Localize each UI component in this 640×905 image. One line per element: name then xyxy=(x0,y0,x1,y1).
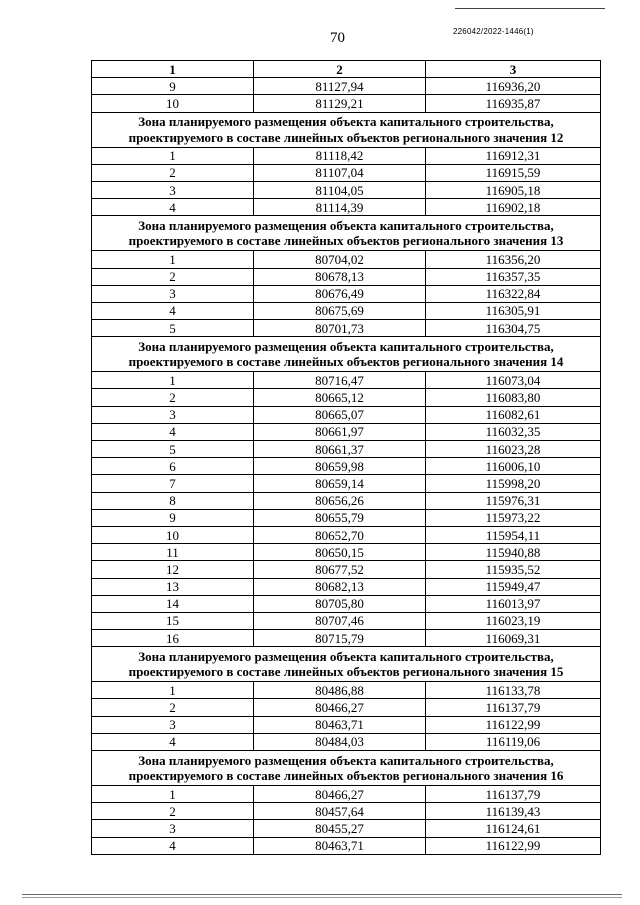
x-coordinate-cell: 80676,49 xyxy=(254,285,426,302)
zone-heading xyxy=(92,112,601,147)
x-coordinate-cell: 80659,14 xyxy=(254,475,426,492)
x-coordinate-cell: 80675,69 xyxy=(254,302,426,319)
zone-heading-line: проектируемого в составе линейных объектов регионального значения 16 xyxy=(128,768,564,783)
y-coordinate-cell: 116069,31 xyxy=(426,630,601,647)
y-coordinate-cell: 116023,28 xyxy=(426,441,601,458)
table-row xyxy=(92,475,601,492)
zone-heading-line: проектируемого в составе линейных объектов регионального значения 12 xyxy=(128,129,564,145)
y-coordinate-cell: 116357,35 xyxy=(426,268,601,285)
coordinates-table xyxy=(91,60,601,855)
point-number-cell: 7 xyxy=(92,475,254,492)
x-coordinate-cell: 81118,42 xyxy=(254,147,426,164)
table-row xyxy=(92,423,601,440)
x-coordinate-cell: 80466,27 xyxy=(254,786,426,803)
table-row xyxy=(92,389,601,406)
x-coordinate-cell: 80457,64 xyxy=(254,803,426,820)
point-number-cell: 4 xyxy=(92,199,254,216)
point-number-cell: 3 xyxy=(92,820,254,837)
point-number-cell: 4 xyxy=(92,302,254,319)
table-row xyxy=(92,561,601,578)
table-body xyxy=(92,78,601,855)
zone-heading xyxy=(92,337,601,372)
column-header: 1 xyxy=(92,61,254,78)
zone-heading xyxy=(92,751,601,786)
zone-heading-line: Зона планируемого размещения объекта капитального строительства, xyxy=(138,217,554,233)
y-coordinate-cell: 116032,35 xyxy=(426,423,601,440)
point-number-cell: 3 xyxy=(92,716,254,733)
table-row xyxy=(92,302,601,319)
table-row xyxy=(92,837,601,854)
point-number-cell: 14 xyxy=(92,595,254,612)
table-row xyxy=(92,803,601,820)
zone-heading-line: Зона планируемого размещения объекта капитального строительства, xyxy=(138,114,554,130)
y-coordinate-cell: 116139,43 xyxy=(426,803,601,820)
y-coordinate-cell: 115976,31 xyxy=(426,492,601,509)
point-number-cell: 1 xyxy=(92,786,254,803)
x-coordinate-cell: 80707,46 xyxy=(254,612,426,629)
zone-heading-line: проектируемого в составе линейных объектов регионального значения 14 xyxy=(128,354,564,370)
point-number-cell: 2 xyxy=(92,803,254,820)
x-coordinate-cell: 80484,03 xyxy=(254,733,426,750)
y-coordinate-cell: 116082,61 xyxy=(426,406,601,423)
table-row xyxy=(92,526,601,543)
x-coordinate-cell: 80655,79 xyxy=(254,509,426,526)
y-coordinate-cell: 116133,78 xyxy=(426,682,601,699)
point-number-cell: 4 xyxy=(92,423,254,440)
zone-heading-row xyxy=(92,647,601,682)
x-coordinate-cell: 80665,12 xyxy=(254,389,426,406)
table-row xyxy=(92,544,601,561)
point-number-cell: 3 xyxy=(92,285,254,302)
point-number-cell: 16 xyxy=(92,630,254,647)
footer-rule xyxy=(22,894,622,895)
table-row xyxy=(92,372,601,389)
table-row xyxy=(92,78,601,95)
y-coordinate-cell: 115949,47 xyxy=(426,578,601,595)
x-coordinate-cell: 80677,52 xyxy=(254,561,426,578)
table-row xyxy=(92,441,601,458)
point-number-cell: 9 xyxy=(92,509,254,526)
y-coordinate-cell: 116935,87 xyxy=(426,95,601,112)
document-code: 226042/2022-1446(1) xyxy=(453,27,534,36)
y-coordinate-cell: 116137,79 xyxy=(426,786,601,803)
x-coordinate-cell: 81107,04 xyxy=(254,164,426,181)
point-number-cell: 8 xyxy=(92,492,254,509)
table-row xyxy=(92,595,601,612)
table-row xyxy=(92,612,601,629)
x-coordinate-cell: 80665,07 xyxy=(254,406,426,423)
zone-heading-line: проектируемого в составе линейных объектов регионального значения 15 xyxy=(128,664,564,680)
point-number-cell: 12 xyxy=(92,561,254,578)
point-number-cell: 2 xyxy=(92,699,254,716)
point-number-cell: 9 xyxy=(92,78,254,95)
y-coordinate-cell: 115935,52 xyxy=(426,561,601,578)
point-number-cell: 5 xyxy=(92,441,254,458)
x-coordinate-cell: 80716,47 xyxy=(254,372,426,389)
y-coordinate-cell: 116013,97 xyxy=(426,595,601,612)
zone-heading xyxy=(92,647,601,682)
x-coordinate-cell: 80463,71 xyxy=(254,837,426,854)
y-coordinate-cell: 116122,99 xyxy=(426,837,601,854)
table-row xyxy=(92,406,601,423)
x-coordinate-cell: 80650,15 xyxy=(254,544,426,561)
y-coordinate-cell: 116915,59 xyxy=(426,164,601,181)
point-number-cell: 1 xyxy=(92,682,254,699)
y-coordinate-cell: 116305,91 xyxy=(426,302,601,319)
point-number-cell: 10 xyxy=(92,95,254,112)
x-coordinate-cell: 80701,73 xyxy=(254,320,426,337)
table-row xyxy=(92,682,601,699)
zone-heading-row xyxy=(92,112,601,147)
table-row xyxy=(92,458,601,475)
table-row xyxy=(92,95,601,112)
table-row xyxy=(92,285,601,302)
y-coordinate-cell: 116006,10 xyxy=(426,458,601,475)
x-coordinate-cell: 80661,97 xyxy=(254,423,426,440)
y-coordinate-cell: 116902,18 xyxy=(426,199,601,216)
zone-heading-line: Зона планируемого размещения объекта капитального строительства, xyxy=(138,752,554,768)
y-coordinate-cell: 115973,22 xyxy=(426,509,601,526)
point-number-cell: 1 xyxy=(92,251,254,268)
x-coordinate-cell: 80652,70 xyxy=(254,526,426,543)
point-number-cell: 2 xyxy=(92,268,254,285)
column-header: 2 xyxy=(254,61,426,78)
table-row xyxy=(92,492,601,509)
x-coordinate-cell: 80656,26 xyxy=(254,492,426,509)
y-coordinate-cell: 115940,88 xyxy=(426,544,601,561)
point-number-cell: 3 xyxy=(92,181,254,198)
y-coordinate-cell: 116122,99 xyxy=(426,716,601,733)
x-coordinate-cell: 81104,05 xyxy=(254,181,426,198)
zone-heading-line: проектируемого в составе линейных объектов регионального значения 13 xyxy=(128,233,564,249)
x-coordinate-cell: 80486,88 xyxy=(254,682,426,699)
x-coordinate-cell: 80455,27 xyxy=(254,820,426,837)
y-coordinate-cell: 116124,61 xyxy=(426,820,601,837)
x-coordinate-cell: 80659,98 xyxy=(254,458,426,475)
zone-heading-row xyxy=(92,751,601,786)
table-row xyxy=(92,578,601,595)
x-coordinate-cell: 80466,27 xyxy=(254,699,426,716)
zone-heading-line: Зона планируемого размещения объекта капитального строительства, xyxy=(138,648,554,664)
zone-heading-line: Зона планируемого размещения объекта капитального строительства, xyxy=(138,338,554,354)
y-coordinate-cell: 116137,79 xyxy=(426,699,601,716)
point-number-cell: 6 xyxy=(92,458,254,475)
point-number-cell: 11 xyxy=(92,544,254,561)
y-coordinate-cell: 115998,20 xyxy=(426,475,601,492)
x-coordinate-cell: 80715,79 xyxy=(254,630,426,647)
table-row xyxy=(92,630,601,647)
point-number-cell: 1 xyxy=(92,372,254,389)
footer-rule xyxy=(22,897,622,898)
header-rule xyxy=(455,8,605,9)
table-row xyxy=(92,320,601,337)
page-number: 70 xyxy=(330,30,345,46)
table-row xyxy=(92,509,601,526)
table-row xyxy=(92,716,601,733)
x-coordinate-cell: 81129,21 xyxy=(254,95,426,112)
zone-heading-row xyxy=(92,216,601,251)
x-coordinate-cell: 80705,80 xyxy=(254,595,426,612)
y-coordinate-cell: 116073,04 xyxy=(426,372,601,389)
table-row xyxy=(92,147,601,164)
zone-heading-row xyxy=(92,337,601,372)
y-coordinate-cell: 116912,31 xyxy=(426,147,601,164)
table-row xyxy=(92,786,601,803)
x-coordinate-cell: 80463,71 xyxy=(254,716,426,733)
point-number-cell: 2 xyxy=(92,389,254,406)
table-header-row xyxy=(92,61,601,78)
point-number-cell: 4 xyxy=(92,733,254,750)
table-row xyxy=(92,199,601,216)
y-coordinate-cell: 116304,75 xyxy=(426,320,601,337)
x-coordinate-cell: 81114,39 xyxy=(254,199,426,216)
x-coordinate-cell: 80704,02 xyxy=(254,251,426,268)
point-number-cell: 1 xyxy=(92,147,254,164)
table-row xyxy=(92,699,601,716)
x-coordinate-cell: 81127,94 xyxy=(254,78,426,95)
point-number-cell: 13 xyxy=(92,578,254,595)
y-coordinate-cell: 115954,11 xyxy=(426,526,601,543)
y-coordinate-cell: 116936,20 xyxy=(426,78,601,95)
x-coordinate-cell: 80678,13 xyxy=(254,268,426,285)
y-coordinate-cell: 116023,19 xyxy=(426,612,601,629)
table-row xyxy=(92,733,601,750)
table-row xyxy=(92,164,601,181)
point-number-cell: 15 xyxy=(92,612,254,629)
y-coordinate-cell: 116356,20 xyxy=(426,251,601,268)
point-number-cell: 2 xyxy=(92,164,254,181)
table-row xyxy=(92,251,601,268)
zone-heading xyxy=(92,216,601,251)
point-number-cell: 10 xyxy=(92,526,254,543)
y-coordinate-cell: 116119,06 xyxy=(426,733,601,750)
column-header: 3 xyxy=(426,61,601,78)
y-coordinate-cell: 116905,18 xyxy=(426,181,601,198)
x-coordinate-cell: 80661,37 xyxy=(254,441,426,458)
point-number-cell: 3 xyxy=(92,406,254,423)
table-row xyxy=(92,268,601,285)
y-coordinate-cell: 116322,84 xyxy=(426,285,601,302)
y-coordinate-cell: 116083,80 xyxy=(426,389,601,406)
point-number-cell: 5 xyxy=(92,320,254,337)
table-row xyxy=(92,820,601,837)
x-coordinate-cell: 80682,13 xyxy=(254,578,426,595)
table-row xyxy=(92,181,601,198)
point-number-cell: 4 xyxy=(92,837,254,854)
